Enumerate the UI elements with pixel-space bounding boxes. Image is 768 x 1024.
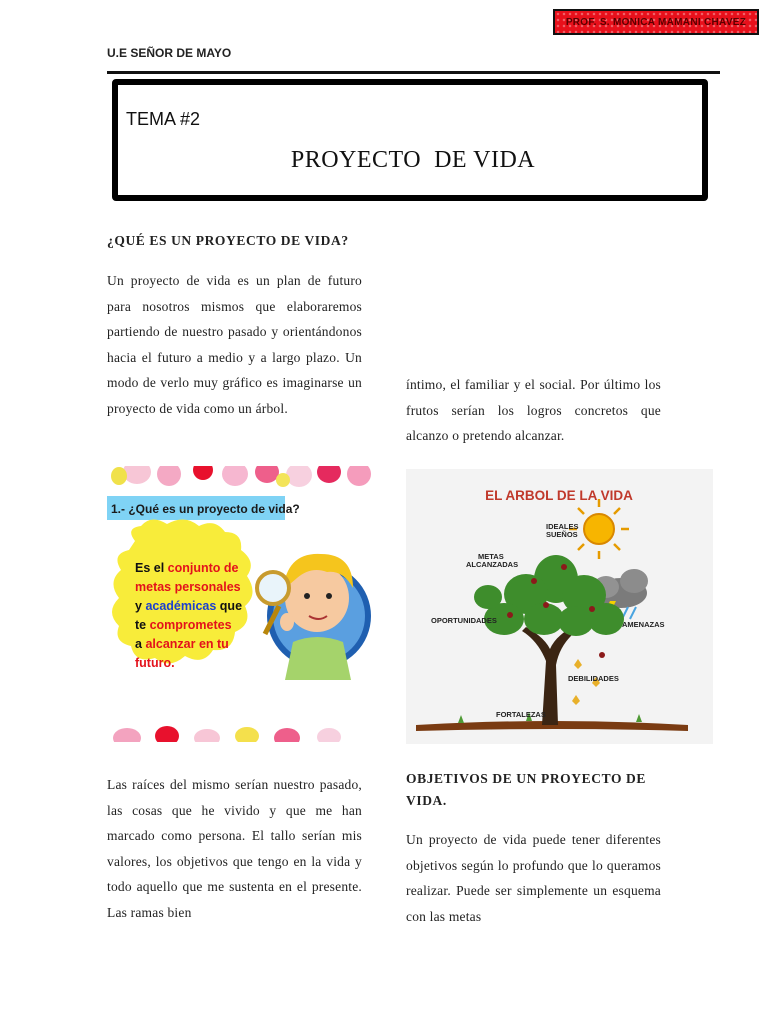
label-metas: METAS [478, 552, 504, 561]
balloons-top-decoration [107, 466, 371, 488]
bubble-text-part: que [216, 599, 243, 613]
bubble-text-part: te [135, 618, 150, 632]
page-title: PROYECTO DE VIDA [290, 147, 536, 173]
objectives-paragraph: Un proyecto de vida puede tener diferentes objetivos según lo profundo que lo queramos realizar. Puede ser simplemente un esquema con las metas [406, 832, 661, 924]
tree-title: EL ARBOL DE LA VIDA [485, 488, 633, 503]
bubble-text-part: a [135, 637, 146, 651]
definition-illustration [107, 466, 371, 742]
bubble-text-part: Es el [135, 561, 168, 575]
bubble-text-part: comprometes [149, 618, 232, 632]
tree-of-life-illustration [406, 469, 713, 744]
label-oportunidades: OPORTUNIDADES [431, 616, 497, 625]
balloons-bottom-decoration [113, 726, 341, 742]
intro-paragraph: Un proyecto de vida es un plan de futuro para nosotros mismos que elaboraremos partiendo de nuestro pasado y orientándonos hacia el futuro a medio y a largo plazo. Un modo de verlo muy gráfico es imaginarse un proyecto de vida como un árbol. [107, 273, 362, 416]
continuation-paragraph: íntimo, el familiar y el social. Por último los frutos serían los logros concretos que alcanzo o pretendo alcanzar. [406, 377, 661, 443]
bubble-text-part: metas personales [135, 580, 241, 594]
label-suenos: SUEÑOS [546, 530, 578, 539]
bubble-text-part: conjunto de [167, 561, 239, 575]
school-name: U.E SEÑOR DE MAYO [107, 46, 232, 60]
header-divider [107, 71, 720, 74]
banner-text: 1.- ¿Qué es un proyecto de vida? [111, 502, 300, 516]
boy-with-magnifier [257, 554, 353, 680]
bubble-text-part: futuro. [135, 656, 175, 670]
title-box [112, 79, 708, 201]
label-amenazas: AMENAZAS [622, 620, 665, 629]
topic-label: TEMA #2 [126, 109, 201, 129]
bubble-text-part: alcanzar en tu [145, 637, 229, 651]
label-fortalezas: FORTALEZAS [496, 710, 546, 719]
section-heading-objectives: OBJETIVOS DE UN PROYECTO DE VIDA. [406, 771, 646, 808]
definition-illustration-graphic [107, 466, 371, 742]
tree-of-life-graphic [406, 469, 713, 744]
roots-paragraph: Las raíces del mismo serían nuestro pasado, las cosas que he vivido y que me han marcado como persona. El tallo serían mis valores, los objetivos que tengo en la vida y todo aquello que me sustenta en el presente. Las ramas bien [107, 777, 362, 920]
label-alcanzadas: ALCANZADAS [466, 560, 519, 569]
author-tag: PROF. S. MONICA MAMANI CHAVEZ [553, 9, 759, 35]
bubble-text-part: académicas [145, 599, 217, 613]
label-debilidades: DEBILIDADES [568, 674, 619, 683]
bubble-text-part: y [135, 599, 146, 613]
label-ideales: IDEALES [546, 522, 579, 531]
section-heading-what-is: ¿QUÉ ES UN PROYECTO DE VIDA? [107, 233, 349, 248]
